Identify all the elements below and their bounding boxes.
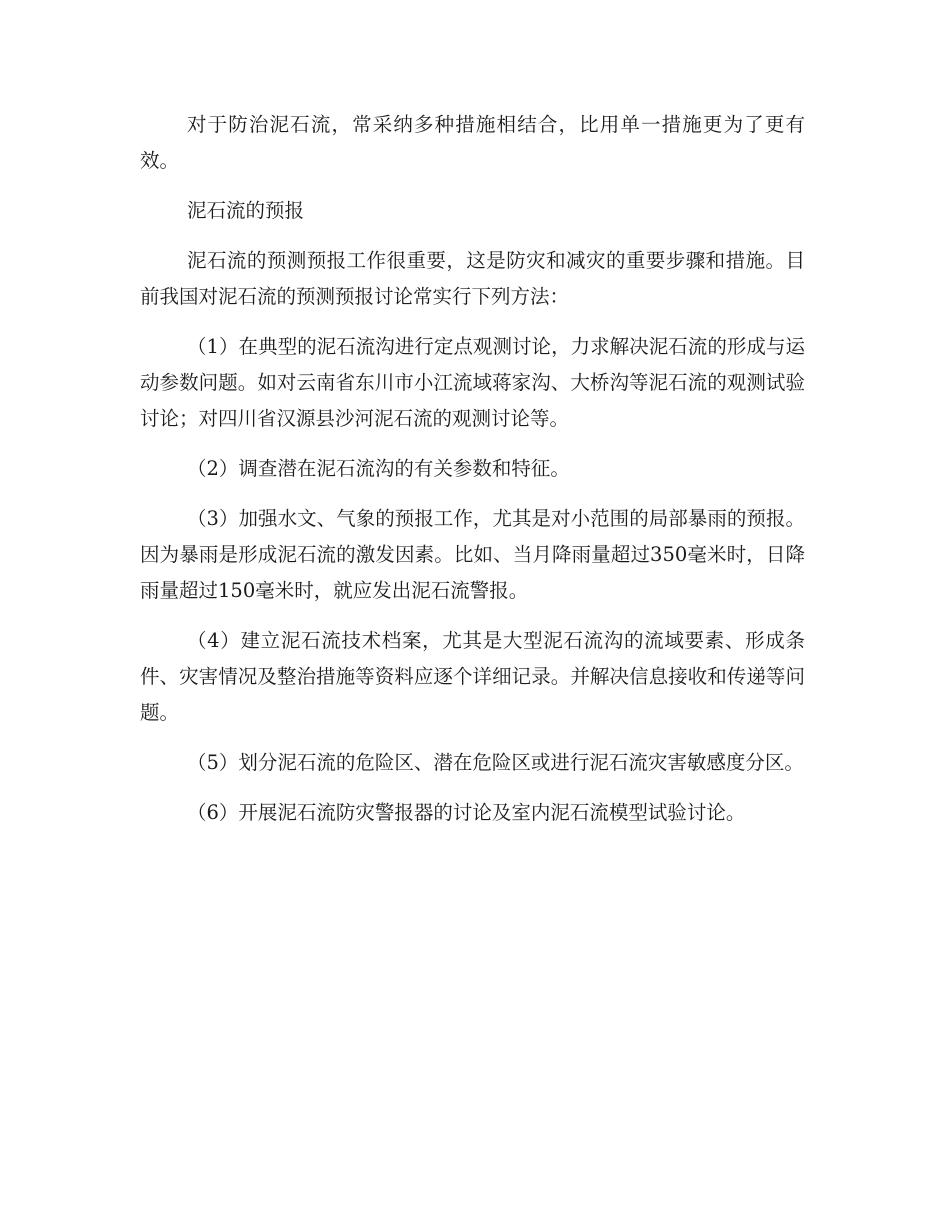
list-item-2: （2）调查潜在泥石流沟的有关参数和特征。 (187, 457, 570, 480)
paragraph-forecast-overview: 泥石流的预测预报工作很重要，这是防灾和减灾的重要步骤和措施。目前我国对泥石流的预测预报讨论常实行下列方法： (140, 249, 805, 308)
list-item-6: （6）开展泥石流防灾警报器的讨论及室内泥石流模型试验讨论。 (187, 801, 746, 824)
list-item-5: （5）划分泥石流的危险区、潜在危险区或进行泥石流灾害敏感度分区。 (187, 751, 804, 774)
document-page (140, 107, 805, 845)
list-item-1: （1）在典型的泥石流沟进行定点观测讨论，力求解决泥石流的形成与运动参数问题。如对云南省东川市小江流域蒋家沟、大桥沟等泥石流的观测试验讨论；对四川省汉源县沙河泥石流的观测讨论等。 (140, 335, 805, 430)
section-heading: 泥石流的预报 (187, 199, 305, 222)
list-item-3: （3）加强水文、气象的预报工作，尤其是对小范围的局部暴雨的预报。因为暴雨是形成泥石流的激发因素。比如、当月降雨量超过350毫米时，日降雨量超过150毫米时，就应发出泥石流警报。 (140, 507, 805, 602)
list-item-4: （4）建立泥石流技术档案，尤其是大型泥石流沟的流域要素、形成条件、灾害情况及整治措施等资料应逐个详细记录。并解决信息接收和传递等问题。 (140, 629, 805, 724)
paragraph-intro: 对于防治泥石流，常采纳多种措施相结合，比用单一措施更为了更有效。 (140, 113, 805, 172)
